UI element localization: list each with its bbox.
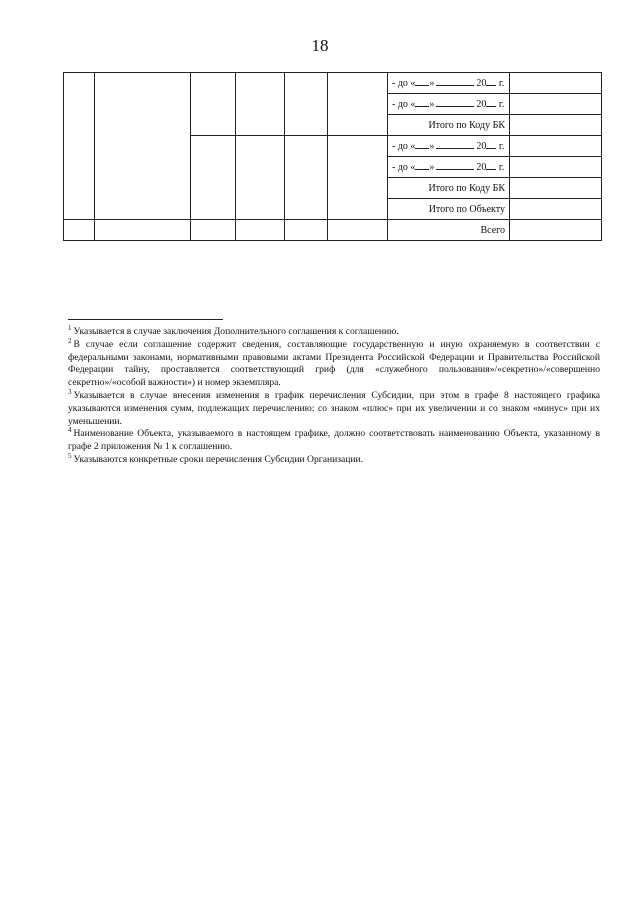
date-mid: » (429, 78, 435, 89)
grand-total-label: Всего (388, 220, 510, 241)
table-row (64, 220, 602, 241)
year-suffix: г. (498, 141, 505, 152)
footnote (68, 387, 600, 428)
amount-cell (510, 73, 602, 94)
footnote-mark: 2 (68, 336, 72, 345)
amount-cell (510, 115, 602, 136)
amount-cell (510, 157, 602, 178)
year-prefix: 20 (476, 99, 487, 110)
year-blank (486, 77, 496, 86)
table-cell (285, 136, 328, 220)
table-cell (95, 220, 191, 241)
table-cell (236, 136, 285, 220)
day-blank (415, 77, 429, 86)
table-cell (236, 220, 285, 241)
footnote-text: Указывается в случае внесения изменения в график перечисления Субсидии, при этом в графе 8 настоящего графика указываются изменения сумм, подлежащих перечислению: со знаком «плюс» при их увеличении и со знаком «минус» при их уменьшении. (68, 389, 600, 427)
amount-cell (510, 136, 602, 157)
date-prefix: - до « (392, 141, 416, 152)
table-cell (285, 73, 328, 136)
table-row (64, 73, 602, 94)
month-blank (436, 161, 474, 170)
footnote (68, 451, 600, 467)
date-mid: » (429, 99, 435, 110)
day-blank (415, 98, 429, 107)
table-cell (328, 73, 388, 136)
page-number: 18 (311, 36, 329, 55)
footnote-mark: 3 (68, 387, 72, 396)
year-blank (486, 140, 496, 149)
footnote-mark: 5 (68, 451, 72, 460)
table-cell (191, 220, 236, 241)
payment-schedule-table (63, 72, 602, 241)
month-blank (436, 140, 474, 149)
footnote (68, 336, 600, 390)
footnote (68, 428, 600, 454)
subtotal-bk-label: Итого по Коду БК (388, 115, 510, 136)
payment-date-cell (388, 94, 510, 115)
year-blank (486, 161, 496, 170)
date-mid: » (429, 162, 435, 173)
table-cell (236, 73, 285, 136)
table-cell (328, 136, 388, 220)
footnote (68, 323, 600, 339)
year-prefix: 20 (476, 78, 487, 89)
year-prefix: 20 (476, 162, 487, 173)
amount-cell (510, 220, 602, 241)
table-cell (191, 136, 236, 220)
footnote-text: Наименование Объекта, указываемого в настоящем графике, должно соответствовать наименованию Объекта, указанному в графе 2 приложения № 1 к соглашению. (68, 428, 600, 453)
table-cell (95, 73, 191, 220)
table-cell (64, 220, 95, 241)
footnote-mark: 1 (68, 323, 72, 332)
footnotes (68, 323, 600, 467)
footnote-text: Указываются конкретные сроки перечисления Субсидии Организации. (73, 453, 364, 465)
subtotal-object-label: Итого по Объекту (388, 199, 510, 220)
year-suffix: г. (498, 99, 505, 110)
month-blank (436, 98, 474, 107)
table-cell (64, 73, 95, 220)
amount-cell (510, 178, 602, 199)
footnote-text: Указывается в случае заключения Дополнительного соглашения к соглашению. (73, 326, 399, 337)
footnote-text: В случае если соглашение содержит сведения, составляющие государственную и иную охраняемую в соответствии с федеральными законами, нормативными правовыми актами Президента Российской Федерации и Правительства Российской Федерации тайну, проставляется соответствующий гриф (для «служебного пользования»/«секретно»/«совершенно секретно»/«особой важности») и номер экземпляра. (68, 338, 600, 389)
day-blank (415, 161, 429, 170)
payment-date-cell (388, 73, 510, 94)
table-cell (328, 220, 388, 241)
year-suffix: г. (498, 78, 505, 89)
table-cell (285, 220, 328, 241)
amount-cell (510, 94, 602, 115)
subtotal-bk-label: Итого по Коду БК (388, 178, 510, 199)
year-prefix: 20 (476, 141, 487, 152)
date-prefix: - до « (392, 162, 416, 173)
date-prefix: - до « (392, 99, 416, 110)
day-blank (415, 140, 429, 149)
payment-date-cell (388, 136, 510, 157)
date-mid: » (429, 141, 435, 152)
footnote-mark: 4 (68, 426, 72, 435)
year-suffix: г. (498, 162, 505, 173)
table-cell (191, 73, 236, 136)
footnote-divider (68, 319, 223, 320)
year-blank (486, 98, 496, 107)
month-blank (436, 77, 474, 86)
amount-cell (510, 199, 602, 220)
date-prefix: - до « (392, 78, 416, 89)
payment-date-cell (388, 157, 510, 178)
